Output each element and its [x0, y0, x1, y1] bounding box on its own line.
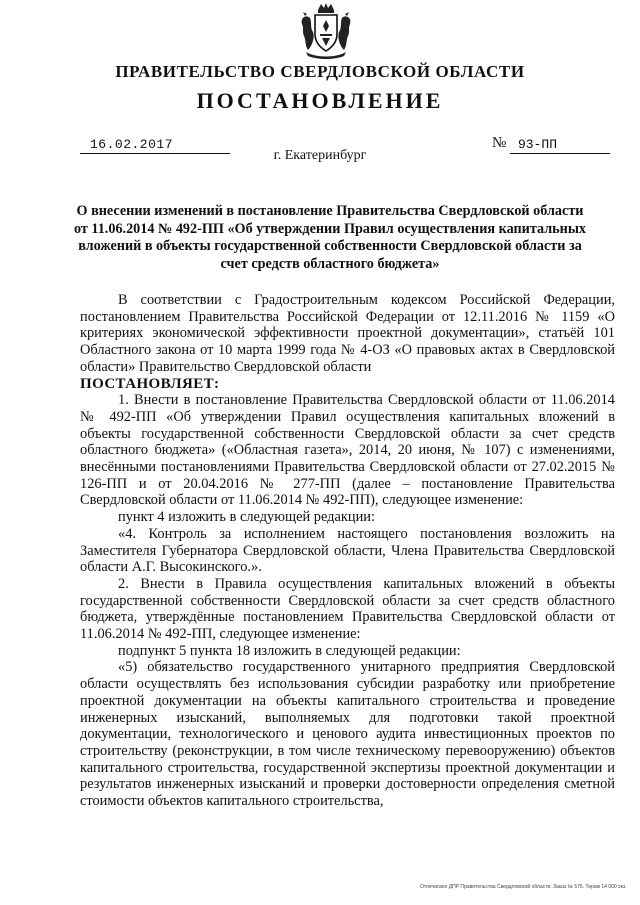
government-name: ПРАВИТЕЛЬСТВО СВЕРДЛОВСКОЙ ОБЛАСТИ	[115, 62, 525, 81]
number-sign: №	[492, 135, 507, 151]
body-paragraph: 1. Внести в постановление Правительства Свердловской области от 11.06.2014 № 492-ПП «Об утверждении Правил осуществления капитальных вложений в объекты государственной собственности Свердловской области за счет средств областного бюджета» («Областная газета», 2014, 20 июня, № 107) с изменениями, внесёнными постановлениями Правительства Свердловской области от 27.02.2015 № 126-ПП и от 20.04.2016 № 277-ПП (далее – постановление Правительства Свердловской области от 11.06.2014 № 492-ПП), следующее изменение:	[80, 392, 615, 509]
coat-of-arms-icon	[296, 2, 356, 60]
preamble-paragraph: В соответствии с Градостроительным кодексом Российской Федерации, постановлением Правительства Российской Федерации от 12.11.2016 № 1159 «О критериях экономической эффективности проектной документации», статьёй 101 Областного закона от 10 марта 1999 года № 4-ОЗ «О правовых актах в Свердловской области» Правительство Свердловской области	[80, 292, 615, 375]
body-paragraph: «4. Контроль за исполнением настоящего постановления возложить на Заместителя Губернатора Свердловской области, Члена Правительства Свердловской области А.Г. Высокинского.».	[80, 525, 615, 576]
city-name: г. Екатеринбург	[273, 148, 367, 163]
document-number: 93-ПП	[510, 137, 610, 154]
body-paragraph: «5) обязательство государственного унитарного предприятия Свердловской области осуществлять без использования субсидии разработку или приобретение проектной документации на объекты капитального строительства и проведение инженерных изысканий, выполняемых для подготовки такой проектной документации, технологического и ценового аудита инвестиционных проектов по строительству (реконструкции, в том числе техническому перевооружению) объектов капитального строительства, государственной экспертизы проектной документации и результатов инженерных изысканий и проверки достоверности определения сметной стоимости объектов капитального строительства,	[80, 659, 615, 810]
document-date: 16.02.2017	[80, 137, 230, 154]
print-footer: Отпечатано ДПР Правительства Свердловской области. Заказ № 575. Тираж 14 000 экз.	[420, 884, 627, 890]
body-paragraph: 2. Внести в Правила осуществления капитальных вложений в объекты государственной собственности Свердловской области за счет средств областного бюджета, утверждённые постановлением Правительства Свердловской области от 11.06.2014 № 492-ПП, следующее изменение:	[80, 575, 615, 643]
body-paragraph: подпункт 5 пункта 18 изложить в следующей редакции:	[118, 642, 461, 659]
document-type: ПОСТАНОВЛЕНИЕ	[196, 88, 444, 113]
body-paragraph: пункт 4 изложить в следующей редакции:	[118, 509, 375, 526]
document-body	[80, 292, 615, 810]
document-heading: О внесении изменений в постановление Правительства Свердловской области от 11.06.2014 № 492-ПП «Об утверждении Правил осуществления капитальных вложений в объекты государственной собственности Свердловской области за счет средств областного бюджета»	[73, 203, 587, 272]
resolves-heading: ПОСТАНОВЛЯЕТ:	[80, 375, 220, 392]
